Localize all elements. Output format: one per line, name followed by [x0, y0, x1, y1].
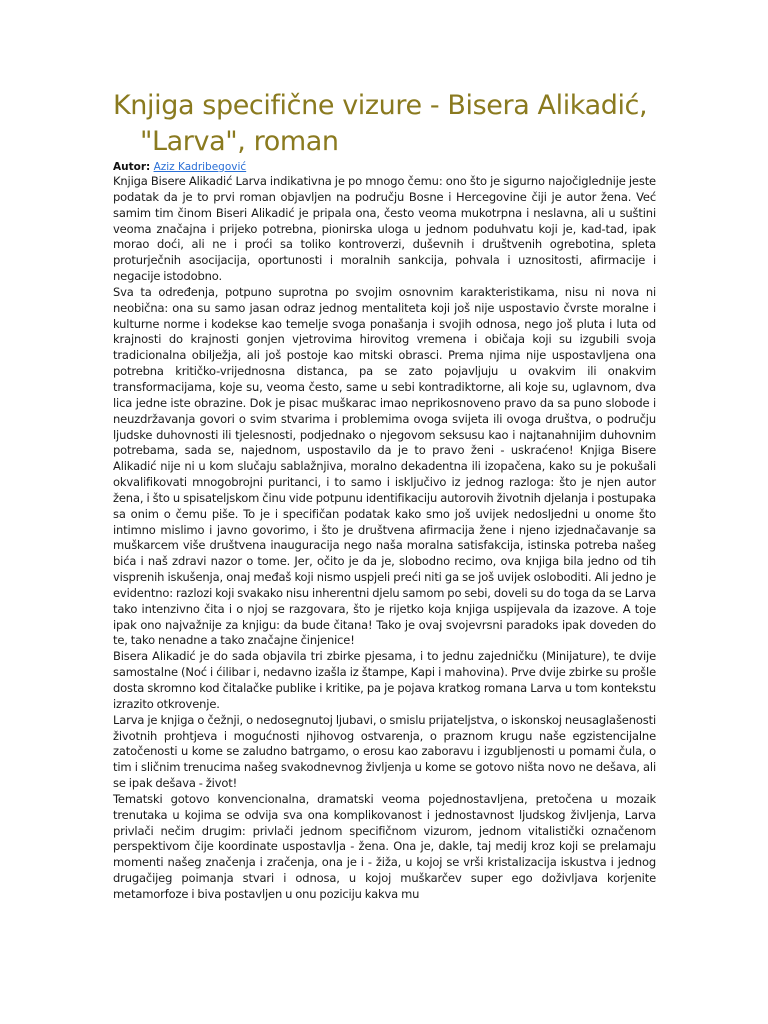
article-title — [113, 88, 656, 160]
article-body — [113, 174, 656, 903]
paragraph-5: Tematski gotovo konvencionalna, dramatski veoma pojednostavljena, pretočena u mozaik trenutaka u kojima se odvija sva ona komplikovanost i jednostavnost ljudskog življenja, Larva privlači nečim drugim: privlači jednom specifičnom vizurom, jednom vitalistički označenom perspektivom čije koordinate uspostavlja - žena. Ona je, dakle, taj medij kroz koji se prelamaju momenti našeg značenja i zračenja, ona je i - žiža, u kojoj se vrši kristalizacija iskustva i jednog drugačijeg poimanja stvari i odnosa, u kojoj muškarčev super ego doživljava korjenite metamorfoze i biva postavljen u onu poziciju kakva mu — [113, 791, 656, 901]
author-link[interactable]: Aziz Kadribegović — [153, 161, 247, 173]
author-line — [113, 161, 656, 174]
title-line-2: "Larva", roman — [140, 126, 339, 157]
title-line-1: Knjiga specifične vizure - Bisera Alikadić, — [113, 90, 648, 121]
article — [113, 88, 656, 903]
paragraph-4: Larva je knjiga o čežnji, o nedosegnutoj ljubavi, o smislu prijateljstva, o iskonskoj neusaglašenosti životnih prohtjeva i mogućnosti njihovog ostvarenja, o praznom krugu naše egzistencijalne zatočenosti u kome se zaludno batrgamo, o erosu kao zaboravu i izgubljenosti u pomami čula, o tim i sličnim trenucima našeg svakodnevnog življenja u kome se gotovo ništa novo ne dešava, ali se ipak dešava - život! — [113, 712, 656, 791]
paragraph-1: Knjiga Bisere Alikadić Larva indikativna je po mnogo čemu: ono što je sigurno najočiglednije jeste podatak da je to prvi roman objavljen na području Bosne i Hercegovine čiji je autor žena. Već samim tim činom Biseri Alikadić je pripala ona, često veoma mukotrpna i neslavna, ali u suštini veoma značajna i prijeko potrebna, pionirska uloga u jednom poduhvatu koji je, kad-tad, ipak morao doći, ali ne i proći sa toliko kontroverzi, duševnih i društvenih ogrebotina, spleta proturječnih asocijacija, oportunosti i moralnih sankcija, pohvala i uznositosti, afirmacije i negacije istodobno. — [113, 174, 656, 284]
author-label: Autor: — [113, 161, 151, 173]
paragraph-2: Sva ta određenja, potpuno suprotna po svojim osnovnim karakteristikama, nisu ni nova ni neobična: ona su samo jasan odraz jednog mentaliteta koji još nije uspostavio čvrste moralne i kulturne norme i kodekse kao temelje svoga ponašanja i svojih odnosa, nego još pluta i luta od krajnosti do krajnosti gonjen vjetrovima hirovitog vremena i običaja koji su izgubili svoja tradicionalna obilježja, ali još postoje kao mitski obrasci. Prema njima nije uspostavljena ona potrebna kritičko-vrijednosna distanca, pa se zato pojavljuju u ovakvim ili onakvim transformacijama, koje su, veoma često, same u sebi kontradiktorne, ali koje su, uglavnom, dva lica jedne iste obrazine. Dok je pisac muškarac imao neprikosnoveno pravo da sa puno slobode i neuzdržavanja govori o svim stvarima i problemima ovoga svijeta ili ovoga društva, o području ljudske duhovnosti ili tjelesnosti, podjednako o njegovom seksusu kao i najtanahnijim duhovnim potrebama, sada se, najednom, uspostavilo da je to pravo ženi - uskraćeno! Knjiga Bisere Alikadić nije ni u kom slučaju sablažnjiva, moralno dekadentna ili izopačena, kako su je pokušali okvalifikovati mnogobrojni puritanci, i to samo i isključivo iz jednog razloga: što je njen autor žena, i što u spisateljskom činu vide potpunu identifikaciju autorovih životnih djelanja i postupaka sa onim o čemu piše. To je i specifičan podatak kako smo još uvijek nedosljedni u onome što intimno mislimo i javno govorimo, i što je društvena afirmacija žene i njeno izjednačavanje sa muškarcem više društvena inauguracija nego naša moralna satisfakcija, istinska potreba našeg bića i naš zdravi nazor o tome. Jer, očito je da je, slobodno recimo, ova knjiga bila jedno od tih visprenih iskušenja, onaj međaš koji nismo uspjeli preći niti ga se još uvijek osloboditi. Ali jedno je evidentno: razlozi koji svakako nisu inherentni djelu samom po sebi, doveli su do toga da se Larva tako intenzivno čita i o njoj se razgovara, što je rijetko koja knjiga uspijevala da izazove. A toje ipak ono najvažnije za knjigu: da bude čitana! Tako je ovaj svojevrsni paradoks ipak doveden do te, tako nenadne a tako značajne činjenice! — [113, 284, 656, 648]
paragraph-3: Bisera Alikadić je do sada objavila tri zbirke pjesama, i to jednu zajedničku (Minijature), te dvije samostalne (Noć i ćilibar i, nedavno izašla iz štampe, Kapi i mahovina). Prve dvije zbirke su prošle dosta skromno kod čitalačke publike i kritike, pa je pojava kratkog romana Larva u tom kontekstu izrazito otkrovenje. — [113, 649, 656, 711]
